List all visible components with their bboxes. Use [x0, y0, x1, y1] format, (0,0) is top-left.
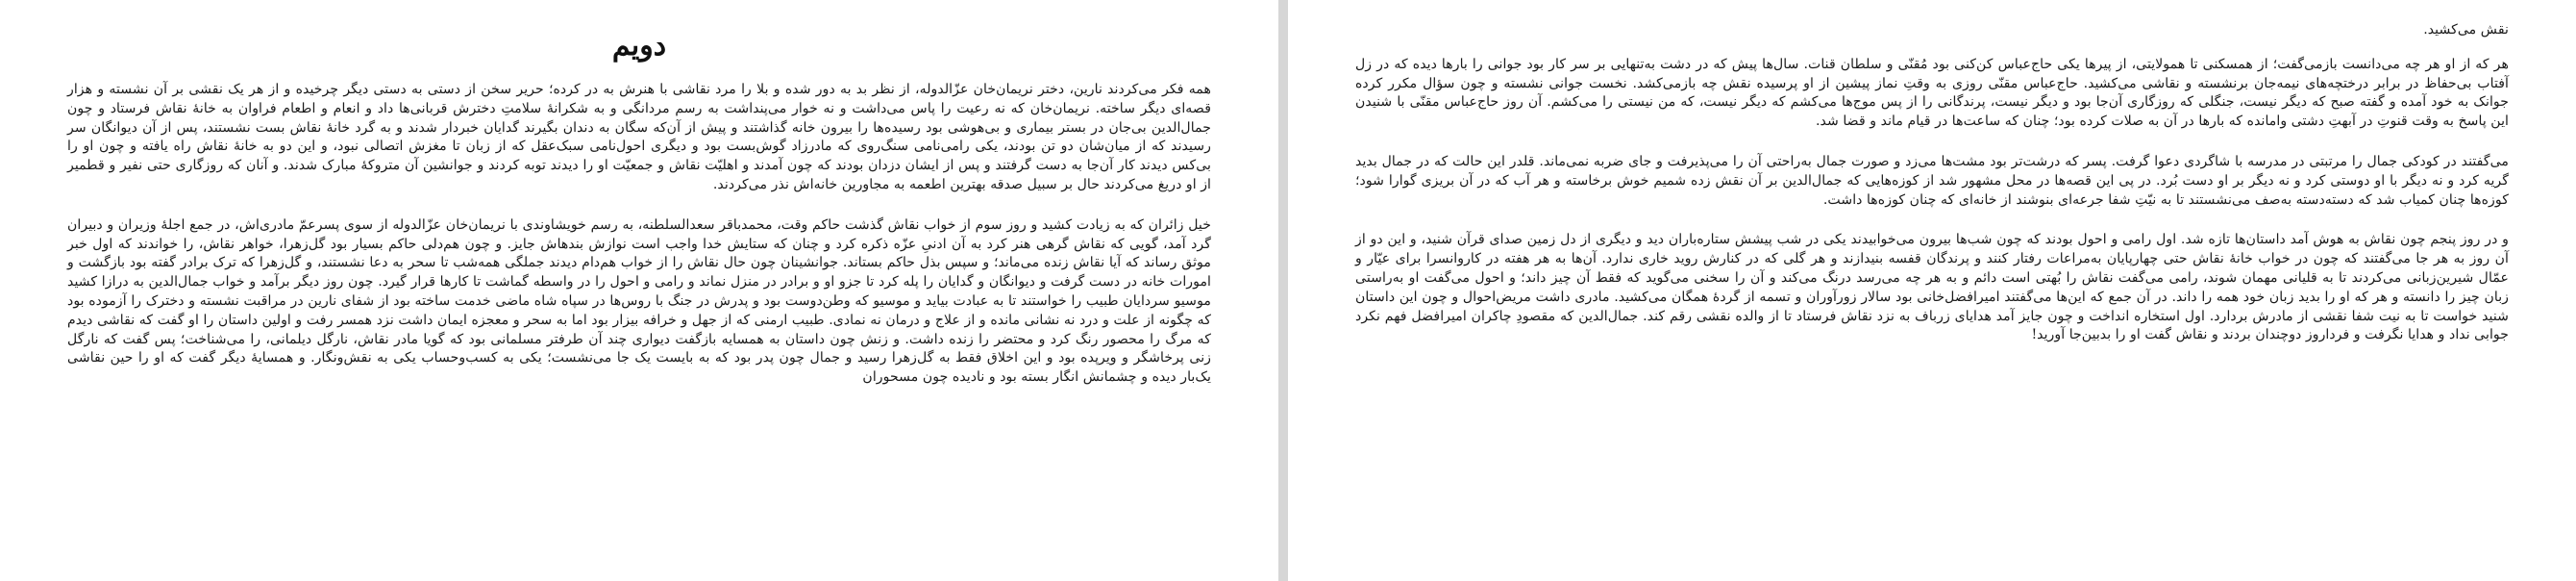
page-divider — [1278, 0, 1288, 581]
paragraph: همه فکر می‌کردند نارین، دختر نریمان‌خان عزّالدوله، از نظر بد به دور شده و بلا را مرد نقاشی با هنرش به در کرده؛ حریر سخن از دستی به دستی دیگر چرخیده و از هر یک نقشی بر آن نشسته و هزار قصه‌ای دیگر ساخته. نریمان‌خان که نه رعیت را پاس می‌داشت و نه خوار می‌پنداشت به رسم مردانگی و به شکرانهٔ سلامتِ دخترش قربانی‌ها داد و انعام و اطعام فراوان به خانهٔ نقاش فرستاد و چون جمال‌الدین بی‌جان در بستر بیماری و بی‌هوشی بود رسیده‌ها را بیرون خانه گذاشتند و پیش از آن‌که سگان به دندان بگیرند گدایان خبردار شدند و به گرد خانهٔ نقاش بست نشستند، پس از آن دیوانگان سر رسیدند که از میان‌شان دو تن بودند، یکی رامی‌نامی سنگ‌روی که مادرزاد گوش‌بست بود و دیگری احول‌نامی سبک‌عقل که از زبان تا مغزش اتصالی نبود، و این دو به خانهٔ نقاش راه یافته و چون او را بی‌کس دیدند کار آن‌جا به دست گرفتند و پس از ایشان دزدان بودند که چون آمدند و اهلیّت نقاش و جمعیّت او را دیدند توبه کردند و جوانشین آن متروکهٔ مبارک شدند. و آنان که روزگاری حتی نفیر و قطمیر از او دریغ می‌کردند حال بر سبیل صدقه بهترین اطعمه به مجاورین خانه‌اش نذر می‌کردند. — [67, 82, 1211, 192]
paragraph: می‌گفتند در کودکی جمال را مرتبتی در مدرسه با شاگردی دعوا گرفت. پسر که درشت‌تر بود مشت‌ها می‌زد و صورت جمال به‌راحتی آن را می‌پذیرفت و جای ضربه نمی‌ماند. قلدر این حالت که در جمال بدید گریه کرد و نه دیگر با او دوستی کرد و نه دیگر بر او دست بُرد. در پی این قصه‌ها در محل مشهور شد از کوزه‌هایی که جمال‌الدین بر آن نقش زده شمیم خوش برخاسته و هر آب که در آن بریزی گوارا شود؛ کوزه‌ها چنان کمیاب شد که دسته‌دسته به‌صف می‌نشستند تا به نیّتِ شفا جرعه‌ای بنوشند از خانه‌ای که چنان کوزه‌ها داشت. — [1355, 153, 2509, 208]
paragraph: خیل زائران که به زیادت کشید و روز سوم از خواب نقاش گذشت حاکم وقت، محمدباقر سعدالسلطنه، به رسم خویشاوندی با نریمان‌خان عزّالدوله از سوی پسرعمّ مادری‌اش، در جمع اجلهٔ وزیران و دبیران گرد آمد، گویی که نقاش گرهی هنر کرد به آن ادنیِ عزّه ذکره کرد و چنان که ستایش خدا واجب است نوازش بندهاش جایز. و چون هم‌دلی حاکم بسیار بود گل‌زهرا، خواهر نقاش، را خواندند که اول خبر موثق رساند که آیا نقاش زنده می‌ماند؛ و سپس بذل حاکم بستاند. جوانشینان چون حال نقاش را از خواب هم‌دام دیدند جملگی همه‌شب تا سحر به دعا نشستند، و گل‌زهرا که ترک برادر گفته بود بازگشت و امورات خانه در دست گرفت و دیوانگان و گدایان را پله کرد تا جزو او و برادر در منزل نماند و رامی و احول را در واسطه گماشت تا کارها قرار گیرد. چون روز دیگر برآمد و خواب جمال‌الدین به درازا کشید موسیو سردایان طبیب را خواستند تا به عبادت بیاید و موسیو که وطن‌دوست بود و پدرش در جنگ با روس‌ها در سپاه شاه ماضی خدمت ساخته بود از شفای نارین در مراقبت نشسته و دخترک را آزموده بود که چگونه از علت و درد نه نشانی مانده و از علاج و درمان نه نمادی. طبیب ارمنی که از جهل و خرافه بیزار بود اما به سحر و معجزه ایمان داشت نزد همسر رفت و اولین داستان را او گفت که نقاشی دیدم که مرگ را محصور رنگ کرد و محتضر را زنده داشت. و زنش چون داستان به همسایه بازگفت دیواری چند آن طرفتر مسلمانی بود که گویا مادر نقاش، نارگل دیلمانی، را می‌شناخت؛ پس گفت که نارگل زنی پرخاشگر و ویرپده بود و این اخلاق فقط به گل‌زهرا رسید و جمال چون پدر بود که به بایست یک جا می‌نشست؛ یکی به کسب‌وحساب یکی به نقش‌ونگار. و همسایهٔ دیگر گفت که او را حین نقاشی یک‌بار دیده و چشمانش انگار بسته بود و نادیده چون مسحوران — [67, 216, 1211, 386]
continuation-line: نقش می‌کشید. — [2423, 22, 2509, 38]
chapter-title: دویم — [611, 29, 667, 63]
right-page — [1288, 0, 2576, 581]
paragraph: هر که از او هر چه می‌دانست بازمی‌گفت؛ از همسکنی تا همولایتی، از پیرها یکی حاج‌عباس کن‌کنی بود مُقنّی و سلطان قنات. سال‌ها پیش که در دشت به‌تنهایی بر سر کار بود جوانی را بارها دیده که در زل آفتاب بی‌حفاظ در برابر درختچه‌های نیمه‌جان برنشسته و نقاشی می‌کشید. حاج‌عباس مقنّی روزی به وقتِ نماز پیشین از او پرسیده نقش چه بازمی‌کشد. نخست جوانی نشسته و چون سؤال مکرر کرده جوانک به خود آمده و گفته صبح که دیگر نیست، جنگلی که روزگاری آن‌جا بود و دیگر نیست، پرندگانی را از پس موج‌ها می‌کشم که دیگر نیست، که من نیستی را می‌کشم. آن روز حاج‌عباس مقنّی با شنیدن این پاسخ به وقت قنوتِ در آبهتِ دشتی وامانده که بارها در آن به صلات کرده بود؛ چنان که ساعت‌ها در قیام ماند و قضا شد. — [1355, 56, 2509, 130]
left-page — [0, 0, 1278, 581]
paragraph: و در روز پنجم چون نقاش به هوش آمد داستان‌ها تازه شد. اول رامی و احول بودند که چون شب‌ها بیرون می‌خوابیدند یکی در شب پیشش ستاره‌باران دید و دیگری از دل زمین صدای قرآن شنید، و این دو از آن روز به هر جا می‌گفتند که چون در خواب خانهٔ نقاش حتی چهارپایان به‌مراعات رفتار کنند و پرندگان قفسه بنیدازند و هر گلی که در کنارش روید خاری ندارد. آن‌ها به هر هفته در کاروانسرا برای عیّار و عمّال شیرین‌زبانی می‌کردند تا به قلیانی مهمان شوند، رامی می‌گفت نقاش را بُهتی است دائم و به هر چه می‌رسد درنگ می‌کند و آن را سخنی می‌گوید که فقط آن چیز داند؛ و احول می‌گفت او به‌راستی زبان چیز را دانسته و هر که او را بدید زبان خود همه را داند. در آن جمع که این‌ها می‌گفتند امیرافضل‌خانی بود سالار زورآوران و تسمه از گردهٔ همگان می‌کشید. مادری داشت مریض‌احوال و چون این داستان شنید خواست تا به نیت شفا نقشی از مادرش بردارد. اول استخاره انداخت و چون جایز آمد هدایای زرباف به نزد نقاش فرستاد تا از والده نقشی رقم کند. جمال‌الدین که مقصودِ چاکران امیرافضل فهم نکرد جوابی نداد و هدایا نگرفت و فردا‌روز دوچندان بردند و نقاش گفت او را بدبین‌جا آورید! — [1355, 232, 2509, 343]
